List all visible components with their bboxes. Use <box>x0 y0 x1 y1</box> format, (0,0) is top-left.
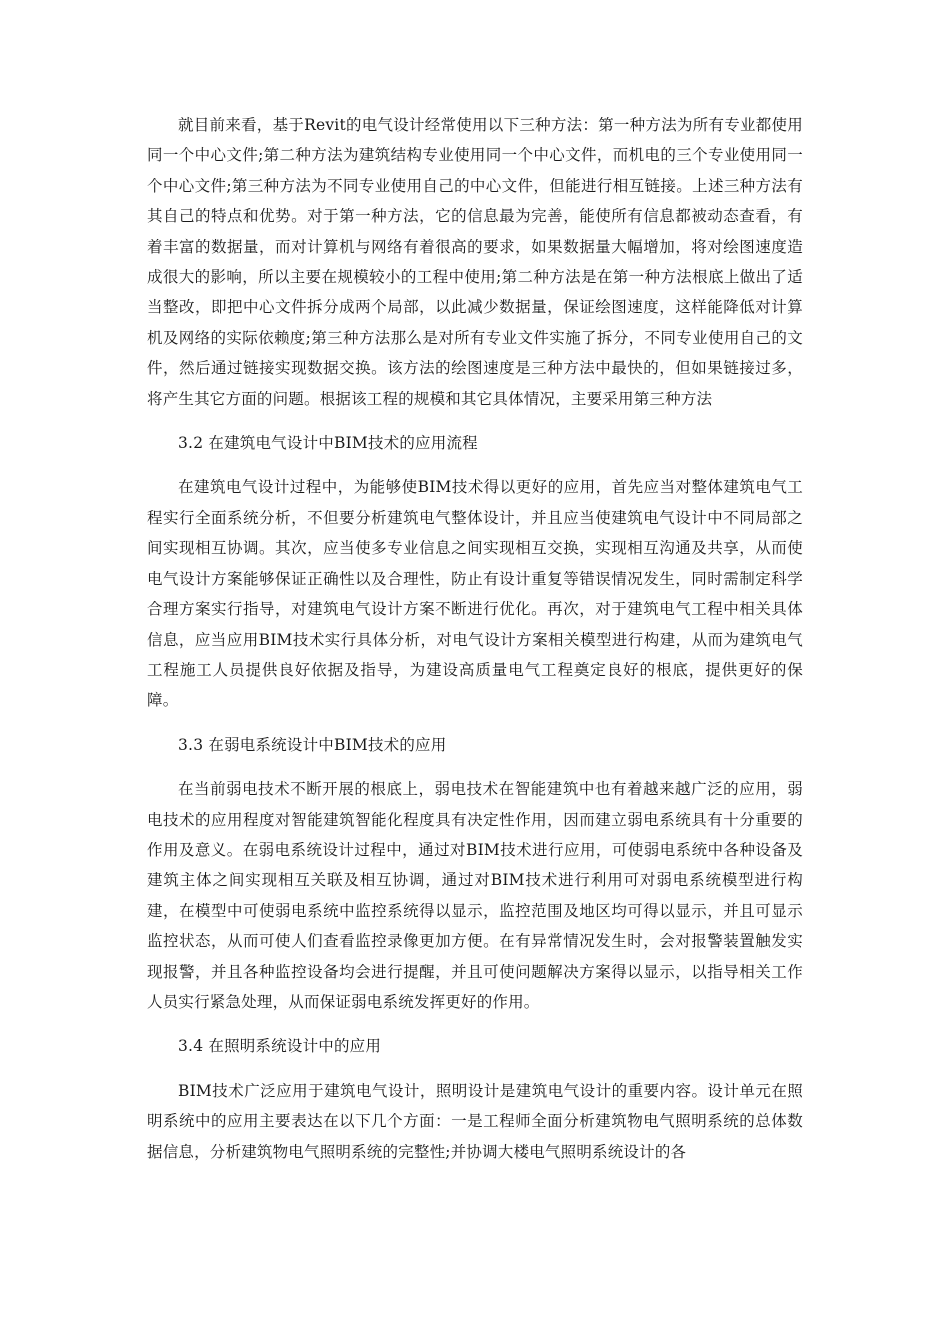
paragraph-lighting-system: BIM技术广泛应用于建筑电气设计，照明设计是建筑电气设计的重要内容。设计单元在照明系统中的应用主要表达在以下几个方面：一是工程师全面分析建筑物电气照明系统的总体数据信息，分析建筑物电气照明系统的完整性;并协调大楼电气照明系统设计的各 <box>147 1081 803 1161</box>
paragraph-application-process: 在建筑电气设计过程中，为能够使BIM技术得以更好的应用，首先应当对整体建筑电气工程实行全面系统分析，不但要分析建筑电气整体设计，并且应当使建筑电气设计中不同局部之间实现相互协调。其次，应当使多专业信息之间实现相互交换，实现相互沟通及共享，从而使电气设计方案能够保证正确性以及合理性，防止有设计重复等错误情况发生，同时需制定科学合理方案实行指导，对建筑电气设计方案不断进行优化。再次，对于建筑电气工程中相关具体信息，应当应用BIM技术实行具体分析，对电气设计方案相关模型进行构建，从而为建筑电气工程施工人员提供良好依据及指导，为建设高质量电气工程奠定良好的根底，提供更好的保障。 <box>147 478 803 710</box>
document-body <box>147 110 803 1181</box>
paragraph-weak-current-system: 在当前弱电技术不断开展的根底上，弱电技术在智能建筑中也有着越来越广泛的应用，弱电技术的应用程度对智能建筑智能化程度具有决定性作用，因而建立弱电系统具有十分重要的作用及意义。在弱电系统设计过程中，通过对BIM技术进行应用，可使弱电系统中各种设备及建筑主体之间实现相互关联及相互协调，通过对BIM技术进行利用可对弱电系统模型进行构建，在模型中可使弱电系统中监控系统得以显示，监控范围及地区均可得以显示，并且可显示监控状态，从而可使人们查看监控录像更加方便。在有异常情况发生时，会对报警装置触发实现报警，并且各种监控设备均会进行提醒，并且可使问题解决方案得以显示，以指导相关工作人员实行紧急处理，从而保证弱电系统发挥更好的作用。 <box>147 780 803 1011</box>
section-heading-3-4: 3.4 在照明系统设计中的应用 <box>178 1037 382 1056</box>
section-heading-3-3: 3.3 在弱电系统设计中BIM技术的应用 <box>178 735 447 754</box>
paragraph-design-methods: 就目前来看，基于Revit的电气设计经常使用以下三种方法：第一种方法为所有专业都使用同一个中心文件;第二种方法为建筑结构专业使用同一个中心文件，而机电的三个专业使用同一个中心文件;第三种方法为不同专业使用自己的中心文件，但能进行相互链接。上述三种方法有其自己的特点和优势。对于第一种方法，它的信息最为完善，能使所有信息都被动态查看，有着丰富的数据量，而对计算机与网络有着很高的要求，如果数据量大幅增加，将对绘图速度造成很大的影响，所以主要在规模较小的工程中使用;第二种方法是在第一种方法根底上做出了适当整改，即把中心文件拆分成两个局部，以此减少数据量，保证绘图速度，这样能降低对计算机及网络的实际依赖度;第三种方法那么是对所有专业文件实施了拆分，不同专业使用自己的文件，然后通过链接实现数据交换。该方法的绘图速度是三种方法中最快的，但如果链接过多，将产生其它方面的问题。根据该工程的规模和其它具体情况，主要采用第三种方法 <box>147 116 803 408</box>
section-heading-3-2: 3.2 在建筑电气设计中BIM技术的应用流程 <box>178 434 478 453</box>
